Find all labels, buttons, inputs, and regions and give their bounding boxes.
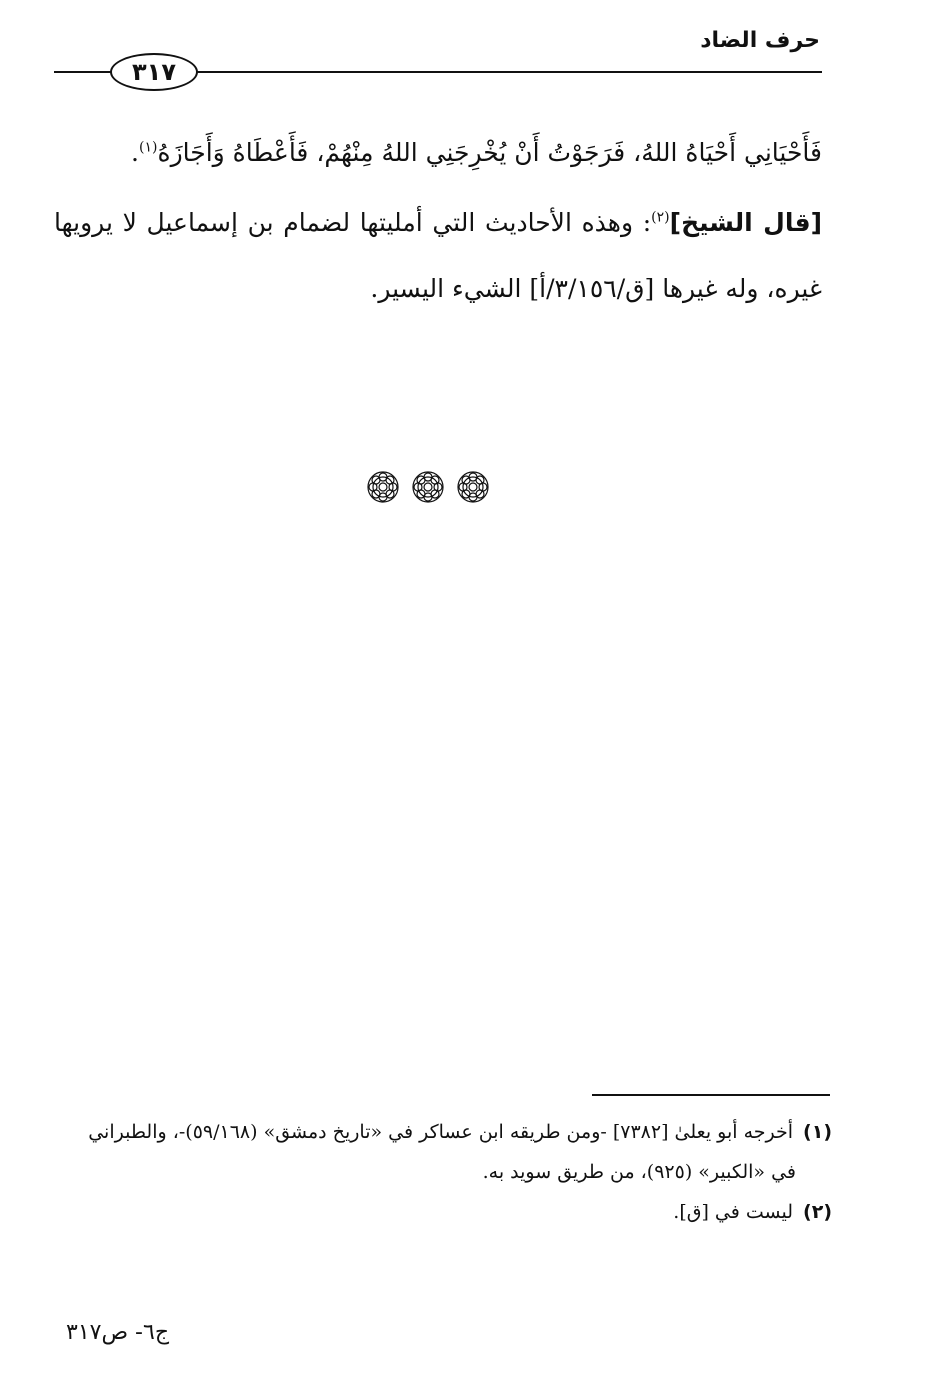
- footnote-1: [56, 1112, 832, 1152]
- paragraph-2-text-b: الشيء اليسير.: [370, 274, 530, 303]
- page-number-badge: ٣١٧: [110, 53, 198, 91]
- body-line-1-text: فَأَحْيَانِي أَحْيَاهُ اللهُ، فَرَجَوْتُ أَنْ يُخْرِجَنِي اللهُ مِنْهُمْ، فَأَعْطَاهُ وَأَجَازَهُ: [157, 138, 822, 167]
- footnote-2-number: (٢): [803, 1201, 832, 1223]
- speaker-lead: [قال الشيخ]: [669, 208, 823, 237]
- paragraph-2-text-a: : وهذه الأحاديث التي أمليتها لضمام بن إسماعيل لا يرويها غيره، وله غيرها: [54, 208, 822, 303]
- footnote-1-continuation: [56, 1152, 832, 1192]
- footnote-rule: [592, 1094, 830, 1096]
- footnote-ref-1: (١): [139, 139, 158, 156]
- running-header-title: حرف الضاد: [700, 28, 820, 53]
- rosette-ornament-icon: [456, 470, 490, 504]
- footnote-1-text-cont: في «الكبير» (٩٢٥)، من طريق سويد به.: [482, 1161, 796, 1183]
- footnote-1-text: أخرجه أبو يعلىٰ [٧٣٨٢] -ومن طريقه ابن عساكر في «تاريخ دمشق» (٥٩/١٦٨)-، والطبراني: [88, 1121, 794, 1143]
- rosette-ornament-icon: [366, 470, 400, 504]
- body-line-1-end: .: [131, 138, 139, 167]
- footnote-ref-2: (٢): [651, 209, 670, 226]
- section-separator: [366, 470, 490, 504]
- folio-reference: [ق/٣/١٥٦/أ]: [529, 274, 655, 303]
- footnote-2-text: ليست في [ق].: [673, 1201, 794, 1223]
- footnote-1-number: (١): [803, 1121, 832, 1143]
- volume-page-reference: ج٦- ص٣١٧: [66, 1320, 170, 1345]
- body-line-1: [54, 120, 822, 186]
- footnotes: [56, 1112, 832, 1232]
- body-paragraph-2: [54, 190, 822, 322]
- rosette-ornament-icon: [411, 470, 445, 504]
- main-text: [54, 120, 822, 322]
- footnote-2: [56, 1192, 832, 1232]
